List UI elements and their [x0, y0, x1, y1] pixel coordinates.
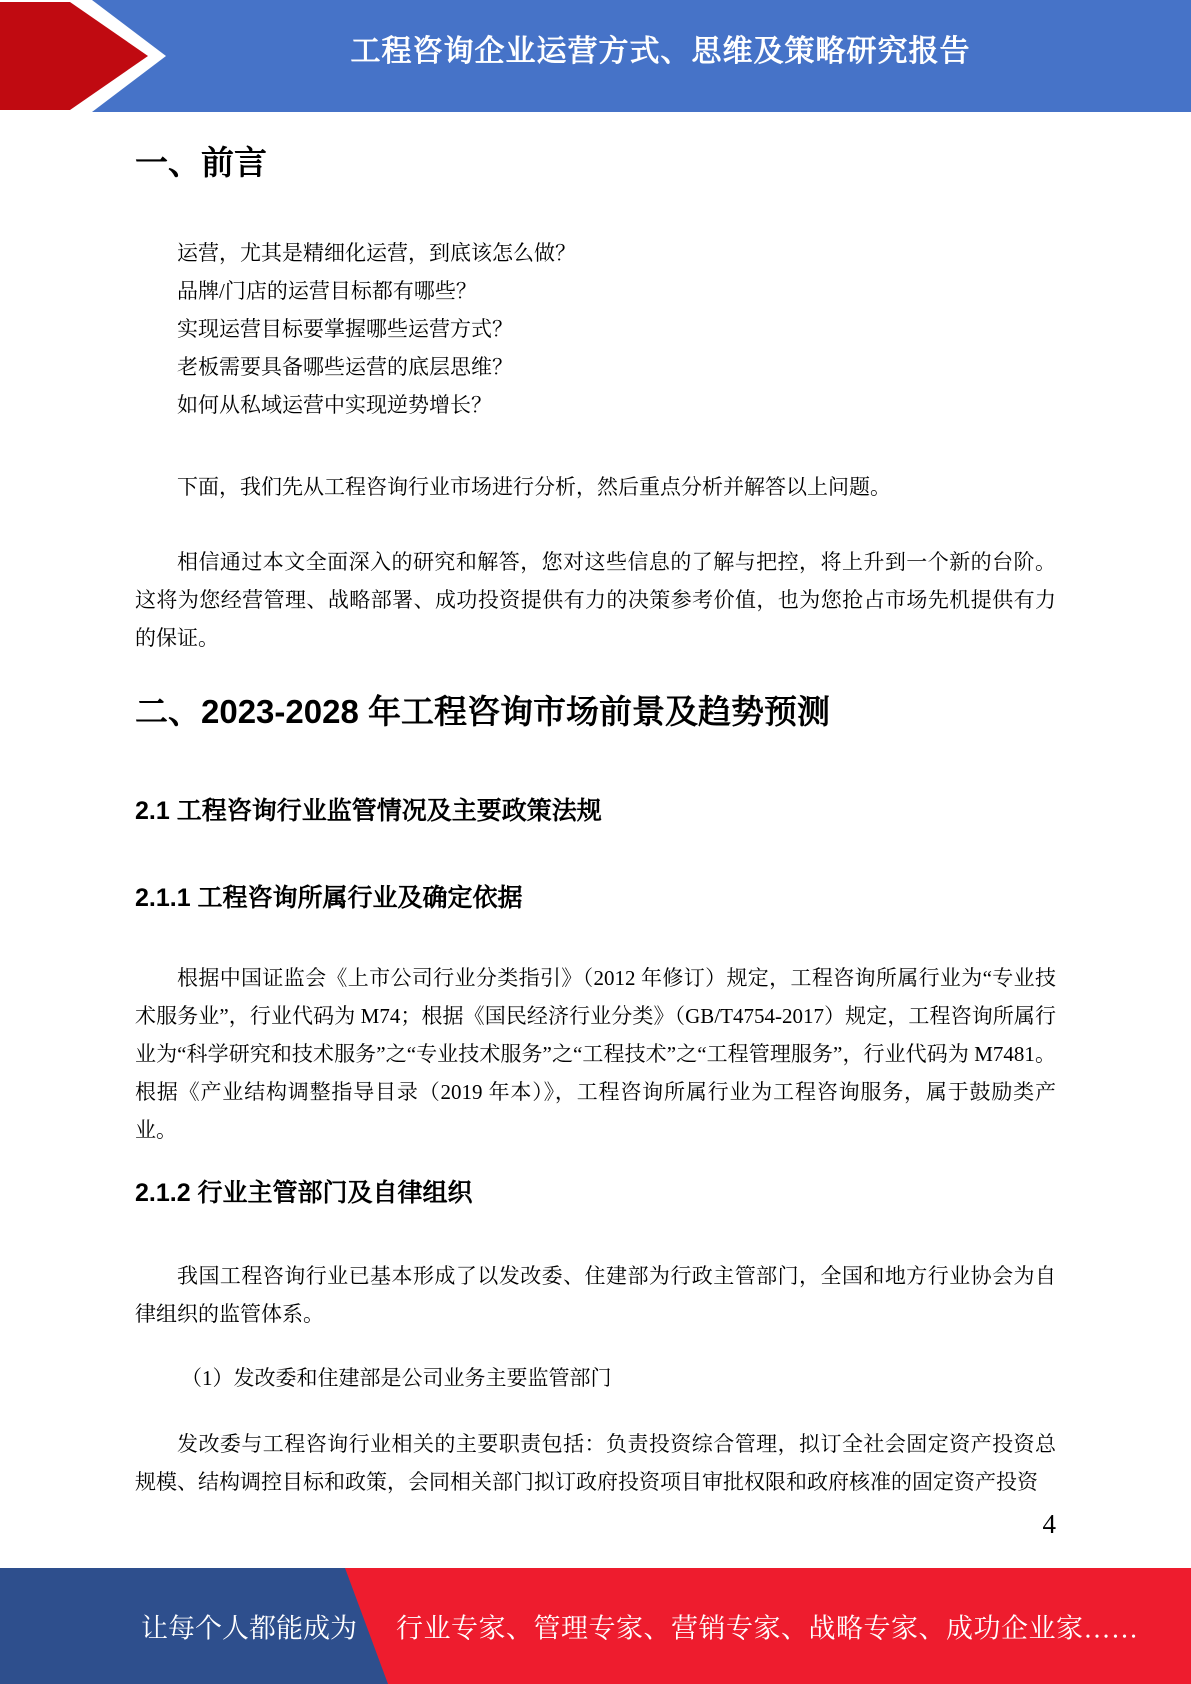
- heading-2-1-regulation: 2.1 工程咨询行业监管情况及主要政策法规: [135, 796, 602, 825]
- footer-slogan-left: 让每个人都能成为: [141, 1613, 357, 1644]
- paragraph-transition: 下面，我们先从工程咨询行业市场进行分析，然后重点分析并解答以上问题。: [177, 474, 891, 499]
- paragraph-industry-classification: 根据中国证监会《上市公司行业分类指引》（2012 年修订）规定，工程咨询所属行业为“专业技术服务业”，行业代码为 M74；根据《国民经济行业分类》（GB/T4754-2017）规定，工程咨询所属行业为“科学研究和技术服务”之“专业技术服务”之“工程技术”之“工程管理服务”，行业代码为 M7481。根据《产业结构调整指导目录（2019 年本）》，工程咨询所属行业为工程咨询服务，属于鼓励类产业。: [135, 966, 1056, 1143]
- heading-2-1-1-industry-classification: 2.1.1 工程咨询所属行业及确定依据: [135, 883, 523, 912]
- report-title: 工程咨询企业运营方式、思维及策略研究报告: [350, 35, 971, 68]
- red-chevron-right-icon: [0, 0, 170, 112]
- footer-banner: [0, 1568, 1191, 1684]
- heading-2-1-2-authorities: 2.1.2 行业主管部门及自律组织: [135, 1179, 473, 1208]
- question-list: [135, 234, 1056, 424]
- list-item-regulators: （1）发改委和住建部是公司业务主要监管部门: [181, 1366, 612, 1391]
- question-line: 实现运营目标要掌握哪些运营方式？: [177, 316, 513, 341]
- document-body: [0, 112, 1191, 1543]
- question-line: 品牌/门店的运营目标都有哪些？: [177, 278, 477, 303]
- page-number: 4: [1042, 1509, 1056, 1540]
- question-line: 运营，尤其是精细化运营，到底该怎么做？: [177, 240, 576, 265]
- footer-slogan-right: 行业专家、管理专家、营销专家、战略专家、成功企业家……: [396, 1613, 1139, 1644]
- paragraph-regulatory-system: 我国工程咨询行业已基本形成了以发改委、住建部为行政主管部门，全国和地方行业协会为自律组织的监管体系。: [135, 1264, 1056, 1327]
- header-banner: [0, 0, 1191, 112]
- question-line: 如何从私域运营中实现逆势增长？: [177, 392, 492, 417]
- question-line: 老板需要具备哪些运营的底层思维？: [177, 354, 513, 379]
- heading-preface: 一、前言: [135, 144, 267, 181]
- paragraph-ndrc-duties: 发改委与工程咨询行业相关的主要职责包括：负责投资综合管理，拟订全社会固定资产投资总规模、结构调控目标和政策，会同相关部门拟订政府投资项目审批权限和政府核准的固定资产投资: [135, 1432, 1056, 1495]
- paragraph-value-statement: 相信通过本文全面深入的研究和解答，您对这些信息的了解与把控，将上升到一个新的台阶。这将为您经营管理、战略部署、成功投资提供有力的决策参考价值，也为您抢占市场先机提供有力的保证。: [135, 549, 1056, 650]
- heading-market-forecast: 二、2023-2028 年工程咨询市场前景及趋势预测: [135, 692, 830, 730]
